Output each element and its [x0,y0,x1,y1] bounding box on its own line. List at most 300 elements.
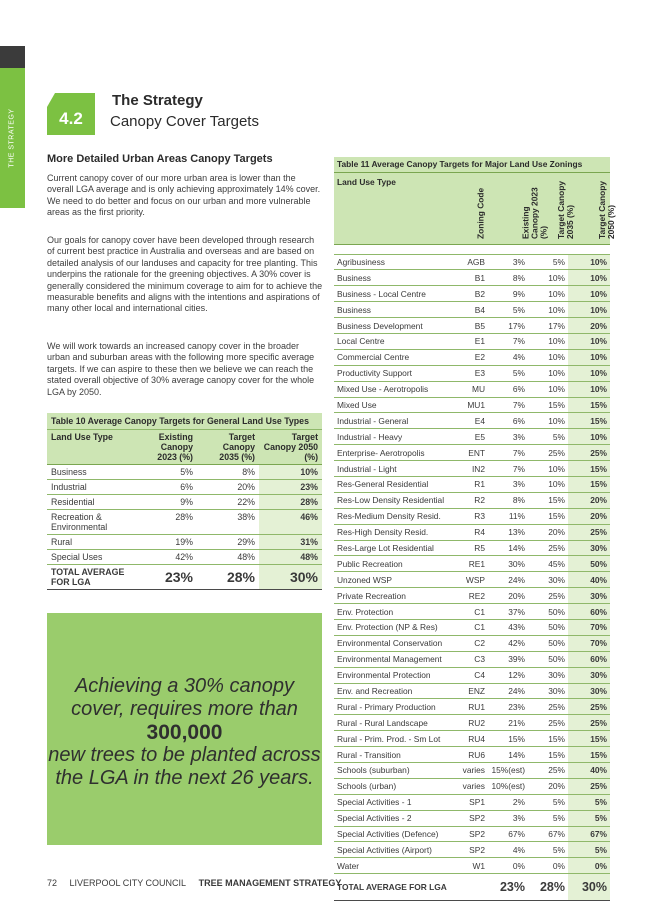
table11-row [334,365,610,381]
table10-row [47,495,322,510]
table11-cell: B1 [456,270,488,286]
table-11-total-cell [456,874,488,901]
table11-cell: 10% [528,365,568,381]
table11-cell: 7% [488,461,528,477]
table11-cell: 7% [488,397,528,413]
table11-cell: 15% [528,492,568,508]
table10-cell: 31% [259,535,322,550]
table11-cell: 10% [568,429,610,445]
table11-cell: Commercial Centre [334,349,456,365]
table11-cell: 15% [528,397,568,413]
table11-cell: Special Activities (Airport) [334,842,456,858]
table11-cell: C1 [456,619,488,635]
table10-cell: Recreation & Environmental [47,510,135,535]
table11-cell: 5% [528,794,568,810]
table11-row [334,492,610,508]
table11-row [334,302,610,318]
table11-cell: 30% [528,572,568,588]
table-10-header: Target Canopy 2050 (%) [259,430,322,465]
table11-row [334,508,610,524]
table11-cell: Env. Protection (NP & Res) [334,619,456,635]
section-number: 4.2 [59,109,83,128]
table11-cell: 20% [568,508,610,524]
table11-cell: Public Recreation [334,556,456,572]
table11-cell: 24% [488,572,528,588]
table11-cell: Business [334,270,456,286]
table11-cell: Industrial - Light [334,461,456,477]
table11-cell: Schools (urban) [334,778,456,794]
table11-cell: 13% [488,524,528,540]
table11-cell: 15% [528,747,568,763]
table11-row [334,715,610,731]
table11-cell: SP2 [456,842,488,858]
table11-cell: 15% [528,731,568,747]
table11-row [334,476,610,492]
table11-cell: Rural - Transition [334,747,456,763]
table11-cell: ENT [456,445,488,461]
table11-row [334,270,610,286]
table11-cell: 10% [568,349,610,365]
table11-cell: 21% [488,715,528,731]
table11-cell: RU6 [456,747,488,763]
table-10-header: Existing Canopy 2023 (%) [135,430,197,465]
table11-cell: 25% [568,445,610,461]
table11-cell: 39% [488,651,528,667]
table11-cell: 30% [488,556,528,572]
table11-row [334,461,610,477]
table11-cell: 60% [568,604,610,620]
table10-cell: 8% [197,465,259,480]
table11-cell: WSP [456,572,488,588]
table11-cell: Business - Local Centre [334,286,456,302]
table10-cell: 5% [135,465,197,480]
table11-cell: IN2 [456,461,488,477]
table11-cell: 4% [488,842,528,858]
paragraph-3: We will work towards an increased canopy cover in the broader urban and suburban areas with the following more specific average targets. If we can aspire to these then we believe we can reach the stated overall objective of 30% average canopy cover for the whole LGA by 2050. [47,341,315,397]
table-11 [334,157,616,901]
paragraph-2: Our goals for canopy cover have been developed through research of current best practice in Australia and overseas and are based on detailed analysis of our landuses and capacity for tree planting. This underpins the rationale for the greening objectives. A 30% cover is generally considered the minimum coverage to aim for to achieve the measurable benefits and aligns with the intentions and aspirations of many other local and international cities. [47,235,323,314]
table11-cell: 30% [528,667,568,683]
table11-cell: Special Activities - 1 [334,794,456,810]
table11-cell: 67% [528,826,568,842]
table11-row [334,763,610,779]
table-11-header: Target Canopy 2050 (%) [597,180,616,239]
table10-cell: 19% [135,535,197,550]
table11-cell: 24% [488,683,528,699]
table11-cell: 8% [488,492,528,508]
table11-cell: 67% [568,826,610,842]
table11-row [334,699,610,715]
table11-cell: 10% [568,254,610,270]
table11-row [334,810,610,826]
table11-cell: B4 [456,302,488,318]
table11-cell: 5% [488,365,528,381]
table11-cell: E5 [456,429,488,445]
table11-cell: 5% [528,810,568,826]
table11-cell: 25% [528,445,568,461]
table11-cell: 30% [568,588,610,604]
page-title: The Strategy [112,92,203,109]
table10-cell: 48% [259,550,322,565]
table11-cell: C3 [456,651,488,667]
table11-cell: 8% [488,270,528,286]
table11-cell: 20% [528,778,568,794]
table10-cell: 48% [197,550,259,565]
table11-row [334,826,610,842]
table10-cell: 42% [135,550,197,565]
table-11-header: Zoning Code [475,187,486,239]
table11-cell: 5% [528,429,568,445]
table10-cell: 9% [135,495,197,510]
table11-row [334,842,610,858]
page-subtitle: Canopy Cover Targets [110,113,259,130]
table10-row [47,465,322,480]
footer-org: LIVERPOOL CITY COUNCIL [69,878,187,888]
table11-cell: 10% [568,302,610,318]
table11-cell: 10% [528,461,568,477]
table11-cell: Industrial - General [334,413,456,429]
table11-cell: Special Activities - 2 [334,810,456,826]
table11-cell: Res-Large Lot Residential [334,540,456,556]
table11-cell: 20% [568,492,610,508]
table11-cell: Environmental Conservation [334,635,456,651]
table11-cell: C1 [456,604,488,620]
table11-cell: 20% [528,524,568,540]
table11-cell: 5% [568,810,610,826]
table11-cell: 0% [488,858,528,874]
table-11-header: Land Use Type [334,172,456,244]
table11-cell: 10% [528,381,568,397]
table11-cell: ENZ [456,683,488,699]
table11-row [334,667,610,683]
table10-cell: Business [47,465,135,480]
table11-cell: 15% [488,731,528,747]
table10-cell: Special Uses [47,550,135,565]
table11-cell: SP2 [456,826,488,842]
table11-row [334,286,610,302]
table11-row [334,397,610,413]
table11-cell: C2 [456,635,488,651]
table11-row [334,588,610,604]
table11-cell: 50% [528,604,568,620]
table10-row [47,550,322,565]
table11-cell: 25% [568,699,610,715]
table11-row [334,429,610,445]
table11-cell: E4 [456,413,488,429]
table11-cell: 15% [568,461,610,477]
table11-cell: RU4 [456,731,488,747]
table11-cell: RE1 [456,556,488,572]
table11-cell: R5 [456,540,488,556]
table11-cell: 6% [488,381,528,397]
table11-cell: B5 [456,318,488,334]
table11-cell: 10% [528,270,568,286]
table11-cell: Agribusiness [334,254,456,270]
table11-cell: 14% [488,747,528,763]
table11-row [334,651,610,667]
table11-cell: 17% [488,318,528,334]
table11-cell: E1 [456,333,488,349]
table11-row [334,254,610,270]
table11-cell: Res-High Density Resid. [334,524,456,540]
table11-cell: 70% [568,635,610,651]
table11-cell: MU [456,381,488,397]
table11-cell: Special Activities (Defence) [334,826,456,842]
table11-cell: W1 [456,858,488,874]
table11-cell: 10% [568,333,610,349]
table11-cell: 30% [528,683,568,699]
table11-cell: Local Centre [334,333,456,349]
table11-cell: 10% [528,349,568,365]
table11-cell: 10% [528,286,568,302]
table11-row [334,349,610,365]
table11-cell: 67% [488,826,528,842]
table11-row [334,445,610,461]
table11-cell: 30% [568,683,610,699]
table11-cell: Productivity Support [334,365,456,381]
table11-cell: Rural - Prim. Prod. - Sm Lot [334,731,456,747]
table11-cell: 42% [488,635,528,651]
table11-cell: 23% [488,699,528,715]
table10-cell: Industrial [47,480,135,495]
table-11-total-cell: 30% [568,874,610,901]
table11-cell: R1 [456,476,488,492]
table11-cell: RE2 [456,588,488,604]
table10-cell: 46% [259,510,322,535]
table11-row [334,731,610,747]
table11-cell: 12% [488,667,528,683]
table10-cell: Rural [47,535,135,550]
table11-row [334,572,610,588]
table11-row [334,556,610,572]
table-10 [47,413,322,590]
table11-cell: 43% [488,619,528,635]
table11-cell: 15% [568,397,610,413]
table11-cell: 10% [528,476,568,492]
table11-cell: 25% [568,524,610,540]
table11-cell: R3 [456,508,488,524]
table11-cell: 3% [488,429,528,445]
table11-cell: 20% [568,318,610,334]
table11-row [334,318,610,334]
table11-row [334,413,610,429]
table11-cell: 30% [568,667,610,683]
table11-cell: 5% [568,794,610,810]
table-10-total-cell: 28% [197,565,259,590]
table11-cell: 4% [488,349,528,365]
table10-cell: 29% [197,535,259,550]
table11-cell: 25% [528,540,568,556]
table10-row [47,535,322,550]
table11-cell: 7% [488,333,528,349]
table10-cell: 38% [197,510,259,535]
table11-cell: 15% [568,413,610,429]
table11-cell: 3% [488,476,528,492]
table11-row [334,381,610,397]
table11-cell: 5% [488,302,528,318]
table11-cell: 50% [528,619,568,635]
table-11-total-cell: 28% [528,874,568,901]
table11-cell: Mixed Use - Aerotropolis [334,381,456,397]
table-11-caption: Table 11 Average Canopy Targets for Major Land Use Zonings [334,157,610,172]
table-10-total-cell: 30% [259,565,322,590]
table11-cell: 60% [568,651,610,667]
table11-cell: 40% [568,763,610,779]
table11-cell: 30% [568,540,610,556]
table11-cell: 25% [568,778,610,794]
table10-cell: 6% [135,480,197,495]
table11-row [334,540,610,556]
table11-cell: 40% [568,572,610,588]
table11-cell: Env. Protection [334,604,456,620]
table11-cell: 10%(est) [488,778,528,794]
table11-cell: 50% [528,635,568,651]
table11-row [334,683,610,699]
table11-row [334,524,610,540]
table11-cell: 15% [568,747,610,763]
table11-cell: 9% [488,286,528,302]
table10-cell: 28% [259,495,322,510]
table11-cell: 10% [568,381,610,397]
table11-cell: C4 [456,667,488,683]
footer-doc-title: TREE MANAGEMENT STRATEGY [198,878,342,888]
table11-cell: 50% [528,651,568,667]
table11-cell: 25% [528,699,568,715]
table11-cell: Business [334,302,456,318]
table11-cell: 6% [488,413,528,429]
table-10-header: Land Use Type [47,430,135,465]
table11-cell: MU1 [456,397,488,413]
table-11-total-cell: 23% [488,874,528,901]
table10-cell: 22% [197,495,259,510]
table11-cell: 25% [528,763,568,779]
table11-cell: Business Development [334,318,456,334]
table11-cell: E3 [456,365,488,381]
table11-cell: 11% [488,508,528,524]
table11-cell: varies [456,763,488,779]
table-11-total-row [334,874,610,901]
table11-row [334,619,610,635]
table11-cell: 5% [568,842,610,858]
table11-cell: E2 [456,349,488,365]
table11-cell: 25% [568,715,610,731]
table-11-header: Target Canopy 2035 (%) [556,180,575,239]
table-11-header: Existing Canopy 2023 (%) [520,186,549,239]
table11-cell: SP2 [456,810,488,826]
table11-cell: 17% [528,318,568,334]
side-tab-dark-block [0,46,25,68]
table11-cell: 70% [568,619,610,635]
table11-cell: Enterprise- Aerotropolis [334,445,456,461]
table11-cell: 15%(est) [488,763,528,779]
table11-cell: 3% [488,254,528,270]
table11-cell: 10% [528,333,568,349]
table11-cell: 10% [568,365,610,381]
table11-cell: Industrial - Heavy [334,429,456,445]
table11-cell: 7% [488,445,528,461]
table11-cell: Environmental Protection [334,667,456,683]
table10-row [47,480,322,495]
table11-cell: RU1 [456,699,488,715]
table11-cell: Rural - Primary Production [334,699,456,715]
table11-cell: Private Recreation [334,588,456,604]
table-10-total-label: TOTAL AVERAGE FOR LGA [47,565,135,590]
table10-cell: Residential [47,495,135,510]
table11-cell: Water [334,858,456,874]
table11-cell: Mixed Use [334,397,456,413]
table11-cell: B2 [456,286,488,302]
table11-cell: 10% [528,413,568,429]
table11-cell: Env. and Recreation [334,683,456,699]
table11-cell: 5% [528,254,568,270]
table11-cell: 2% [488,794,528,810]
table11-cell: SP1 [456,794,488,810]
table11-row [334,794,610,810]
table11-cell: RU2 [456,715,488,731]
table-10-header: Target Canopy 2035 (%) [197,430,259,465]
paragraph-1: Current canopy cover of our more urban area is lower than the overall LGA average and is only achieving approximately 14% cover. We need to do better and focus on our urban and more vulnerable areas as the first priority. [47,173,321,218]
table11-row [334,747,610,763]
table11-cell: 25% [528,715,568,731]
table10-row [47,510,322,535]
table11-cell: Environmental Management [334,651,456,667]
table10-cell: 28% [135,510,197,535]
table11-cell: 15% [568,476,610,492]
table11-row [334,858,610,874]
table10-cell: 10% [259,465,322,480]
section-heading: More Detailed Urban Areas Canopy Targets [47,153,273,165]
table11-cell: 20% [488,588,528,604]
table11-cell: R4 [456,524,488,540]
table11-row [334,778,610,794]
table11-cell: AGB [456,254,488,270]
table-10-total-cell: 23% [135,565,197,590]
table11-cell: Unzoned WSP [334,572,456,588]
page-number: 72 [47,878,58,888]
table11-cell: 37% [488,604,528,620]
table11-cell: 3% [488,810,528,826]
table10-cell: 20% [197,480,259,495]
table11-cell: 5% [528,842,568,858]
table11-cell: Res-Medium Density Resid. [334,508,456,524]
table11-cell: Schools (suburban) [334,763,456,779]
table11-cell: 14% [488,540,528,556]
table11-cell: 25% [528,588,568,604]
callout-number: 300,000 [146,721,223,744]
table11-cell: 15% [528,508,568,524]
callout-text-2: new trees to be planted across the LGA in the next 26 years. [48,744,321,789]
table11-cell: Res-Low Density Residential [334,492,456,508]
table11-cell: 0% [528,858,568,874]
table-10-caption: Table 10 Average Canopy Targets for General Land Use Types [47,413,322,430]
table-11-total-label: TOTAL AVERAGE FOR LGA [334,874,456,901]
table-10-total-row [47,565,322,590]
table11-cell: 50% [568,556,610,572]
table11-cell: Rural - Rural Landscape [334,715,456,731]
table11-cell: 15% [568,731,610,747]
table11-cell: varies [456,778,488,794]
side-tab-label: THE STRATEGY [8,108,16,168]
table11-row [334,635,610,651]
table11-cell: R2 [456,492,488,508]
callout-box [47,613,322,845]
page-footer [47,878,351,888]
table11-cell: 10% [568,286,610,302]
table11-cell: 0% [568,858,610,874]
table10-cell: 23% [259,480,322,495]
table11-cell: 10% [568,270,610,286]
table11-cell: 45% [528,556,568,572]
